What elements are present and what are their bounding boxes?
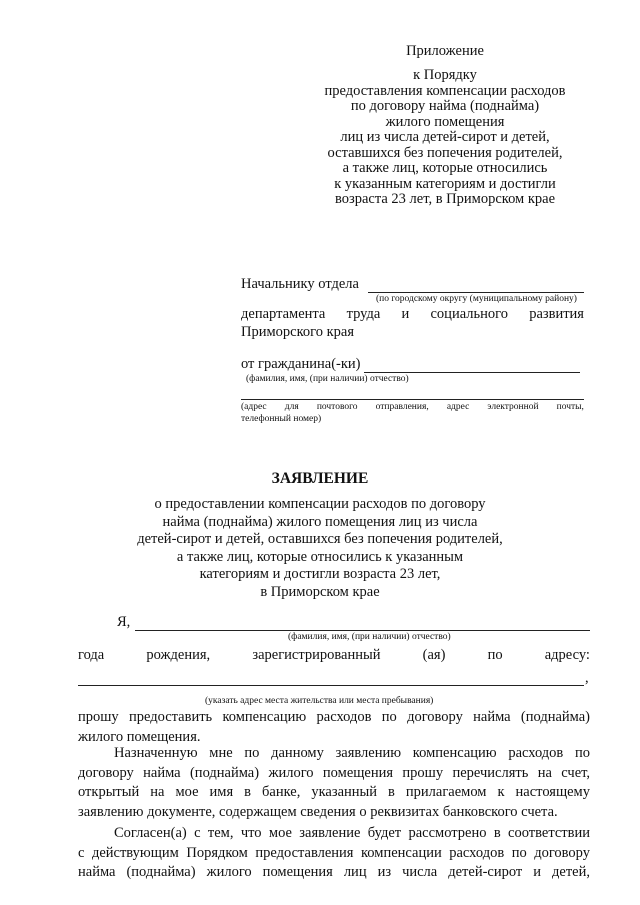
paragraph-line: заявлению документе, содержащем сведения о реквизитах банковского счета. <box>78 803 558 820</box>
appendix-line: а также лиц, которые относились <box>342 160 548 176</box>
department-line <box>241 306 584 323</box>
statement-title: ЗАЯВЛЕНИЕ <box>271 470 369 487</box>
paragraph-line: Согласен(а) с тем, что мое заявление будет рассмотрено в соответствии <box>114 825 590 841</box>
address-caption-line2: телефонный номер) <box>241 414 322 424</box>
department-word: труда <box>346 306 381 322</box>
birth-registration-line <box>78 647 590 664</box>
subtitle-line: о предоставлении компенсации расходов по договору <box>154 496 486 512</box>
department-word: департамента <box>241 306 326 322</box>
consent-paragraph <box>78 824 590 883</box>
appendix-line: жилого помещения <box>385 113 505 130</box>
subtitle-line: найма (поднайма) жилого помещения лиц из числа <box>162 513 478 530</box>
address-caption-word: для <box>284 402 299 412</box>
paragraph-line: с действующим Порядком предоставления компенсации расходов по договору <box>78 844 590 861</box>
appendix-line: предоставления компенсации расходов <box>324 82 566 99</box>
address-caption-word: почты, <box>556 402 584 412</box>
appendix-line: лиц из числа детей-сирот и детей, <box>340 129 550 145</box>
request-paragraph <box>78 708 590 747</box>
appendix-line: возраста 23 лет, в Приморском крае <box>334 191 556 207</box>
body-name-fill-line <box>135 630 590 631</box>
address-line-comma: , <box>585 670 589 686</box>
district-caption: (по городскому округу (муниципальному району) <box>376 294 577 304</box>
address-caption-word: почтового <box>316 402 358 412</box>
i-label: Я, <box>117 614 131 630</box>
paragraph-line: найма (поднайма) жилого помещения лиц из числа детей-сирот и детей, <box>78 864 590 880</box>
department-word: и <box>401 306 410 322</box>
subtitle-line: а также лиц, которые относились к указанным <box>176 548 464 565</box>
appendix-line: к указанным категориям и достигли <box>334 175 556 192</box>
appendix-reference <box>300 68 590 208</box>
address-caption-word: (адрес <box>241 402 267 412</box>
address-caption-word: отправления, <box>375 402 429 412</box>
birth-line-word: адресу: <box>544 647 590 663</box>
registration-address-caption: (указать адрес места жительства или места пребывания) <box>205 696 434 706</box>
applicant-name-caption: (фамилия, имя, (при наличии) отчество) <box>246 374 409 384</box>
district-fill-line <box>368 292 584 293</box>
address-caption-word: электронной <box>487 402 539 412</box>
subtitle-line: детей-сирот и детей, оставшихся без попечения родителей, <box>137 531 503 547</box>
address-caption-line <box>241 402 584 412</box>
appendix-block <box>300 44 590 60</box>
paragraph-line: договору найма (поднайма) жилого помещения прошу перечислять на счет, <box>78 764 590 781</box>
address-caption-word: адрес <box>446 402 470 412</box>
paragraph-line: Назначенную мне по данному заявлению компенсацию расходов по <box>114 745 590 761</box>
registration-address-fill-line <box>78 685 584 686</box>
birth-line-word: рождения, <box>146 647 211 663</box>
body-name-caption: (фамилия, имя, (при наличии) отчество) <box>288 632 451 642</box>
appendix-line: Приложение <box>406 43 484 59</box>
appendix-line: к Порядку <box>413 67 477 83</box>
statement-subtitle <box>60 496 580 601</box>
department-word: социального <box>430 306 508 322</box>
birth-line-word: зарегистрированный <box>252 647 381 663</box>
applicant-address-fill-line <box>241 399 584 400</box>
paragraph-line: прошу предоставить компенсацию расходов по договору найма (поднайма) <box>78 709 590 725</box>
bank-account-paragraph <box>78 744 590 822</box>
paragraph-line: жилого помещения. <box>78 728 201 745</box>
birth-line-word: года <box>78 647 105 663</box>
subtitle-line: категориям и достигли возраста 23 лет, <box>199 566 441 582</box>
subtitle-line: в Приморском крае <box>260 583 380 600</box>
from-label: от гражданина(-ки) <box>241 356 361 372</box>
appendix-line: по договору найма (поднайма) <box>350 98 540 114</box>
department-word: развития <box>529 306 584 322</box>
department-region: Приморского края <box>241 324 355 340</box>
birth-line-word: по <box>487 647 503 663</box>
birth-line-word: (ая) <box>422 647 446 663</box>
applicant-name-fill-line <box>364 372 580 373</box>
addressee-head-label: Начальнику отдела <box>241 276 359 292</box>
appendix-line: оставшихся без попечения родителей, <box>327 144 563 161</box>
paragraph-line: открытый на мое имя в банке, указанный в прилагаемом к настоящему <box>78 784 590 800</box>
